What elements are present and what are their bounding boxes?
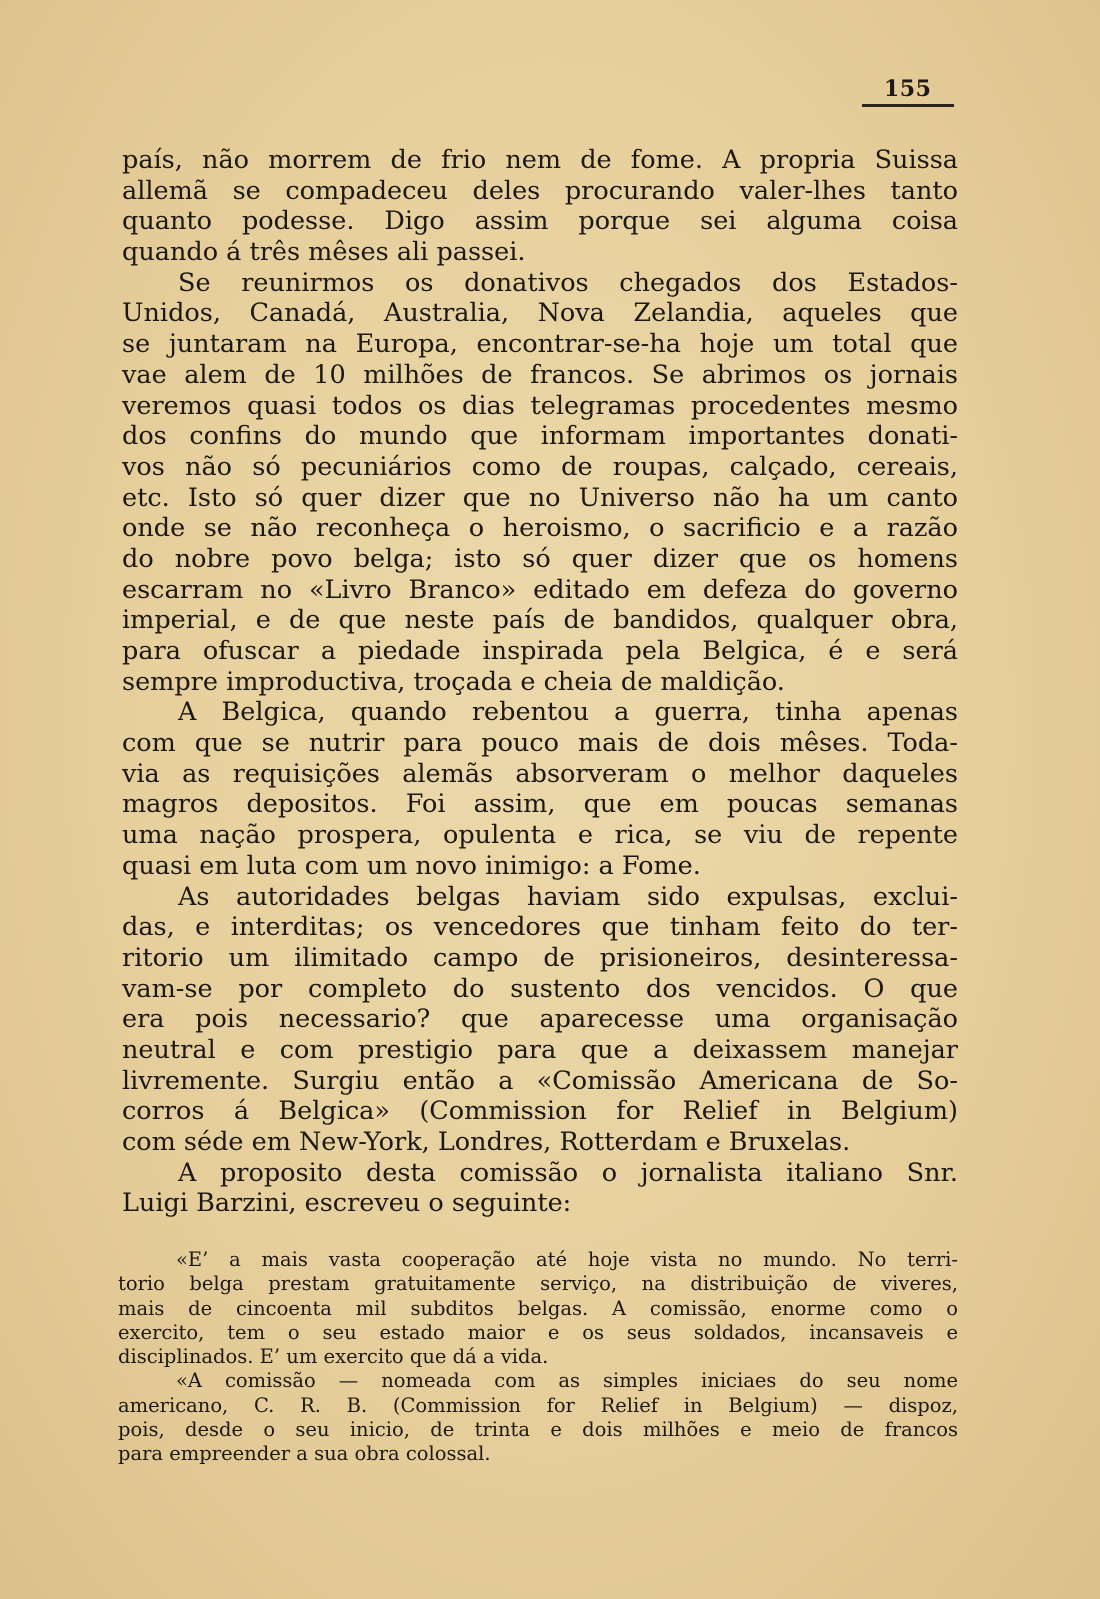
text-line: corros á Belgica» (Commission for Relief in Belgium): [122, 1096, 958, 1127]
text-line: vae alem de 10 milhões de francos. Se abrimos os jornais: [122, 359, 958, 390]
text-line: Luigi Barzini, escreveu o seguinte:: [122, 1188, 572, 1219]
page-number: 155: [884, 76, 932, 102]
quote-line: exercito, tem o seu estado maior e os seus soldados, incansaveis e: [118, 1320, 958, 1344]
text-line: onde se não reconheça o heroismo, o sacrificio e a razão: [122, 513, 958, 544]
text-line: país, não morrem de frio nem de fome. A propria Suissa: [122, 145, 958, 175]
quote-line: pois, desde o seu inicio, de trinta e dois milhões e meio de francos: [118, 1418, 958, 1442]
text-line: quanto podesse. Digo assim porque sei alguma coisa: [122, 206, 958, 237]
text-line: imperial, e de que neste país de bandidos, qualquer obra,: [122, 605, 958, 636]
text-line: magros depositos. Foi assim, que em poucas semanas: [122, 789, 958, 820]
page-number-rule: [862, 104, 954, 107]
text-line: para ofuscar a piedade inspirada pela Belgica, é e será: [122, 636, 958, 666]
text-line: vam-se por completo do sustento dos vencidos. O que: [122, 973, 958, 1004]
text-line: com séde em New-York, Londres, Rotterdam e Bruxelas.: [122, 1127, 851, 1157]
quote-line: torio belga prestam gratuitamente serviço, na distribuição de viveres,: [118, 1272, 958, 1296]
text-line: A proposito desta comissão o jornalista italiano Snr.: [178, 1157, 958, 1188]
text-line: quando á três mêses ali passei.: [122, 237, 526, 268]
quote-line: para empreender a sua obra colossal.: [118, 1442, 491, 1466]
text-line: era pois necessario? que aparecesse uma organisação: [122, 1004, 958, 1035]
text-line: neutral e com prestigio para que a deixassem manejar: [122, 1034, 958, 1065]
text-line: livremente. Surgiu então a «Comissão Americana de So-: [122, 1065, 958, 1096]
quote-line: «A comissão — nomeada com as simples iniciaes do seu nome: [176, 1369, 958, 1393]
text-line: quasi em luta com um novo inimigo: a Fome.: [122, 850, 701, 881]
text-line: uma nação prospera, opulenta e rica, se viu de repente: [122, 820, 958, 851]
text-line: se juntaram na Europa, encontrar-se-ha hoje um total que: [122, 329, 958, 360]
text-line: via as requisições alemãs absorveram o melhor daqueles: [122, 758, 958, 789]
text-line: As autoridades belgas haviam sido expulsas, exclui-: [178, 881, 958, 912]
quote-line: mais de cincoenta mil subditos belgas. A comissão, enorme como o: [118, 1296, 958, 1320]
text-line: A Belgica, quando rebentou a guerra, tinha apenas: [178, 697, 958, 728]
text-line: do nobre povo belga; isto só quer dizer que os homens: [122, 543, 958, 574]
text-line: escarram no «Livro Branco» editado em defeza do governo: [122, 574, 958, 605]
quotation-block: [118, 1248, 958, 1467]
text-line: das, e interditas; os vencedores que tinham feito do ter-: [122, 912, 958, 943]
text-line: vos não só pecuniários como de roupas, calçado, cereais,: [122, 451, 958, 482]
text-line: ritorio um ilimitado campo de prisioneiros, desinteressa-: [122, 942, 958, 973]
text-line: Se reunirmos os donativos chegados dos Estados-: [178, 267, 958, 298]
main-text: [122, 145, 958, 1219]
text-line: veremos quasi todos os dias telegramas procedentes mesmo: [122, 390, 958, 421]
quote-line: «E’ a mais vasta cooperação até hoje vista no mundo. No terri-: [176, 1248, 958, 1271]
text-line: etc. Isto só quer dizer que no Universo não ha um canto: [122, 482, 958, 513]
text-line: com que se nutrir para pouco mais de dois mêses. Toda-: [122, 728, 958, 759]
quote-line: americano, C. R. B. (Commission for Relief in Belgium) — dispoz,: [118, 1393, 958, 1417]
text-line: sempre improductiva, troçada e cheia de maldição.: [122, 666, 785, 697]
text-line: dos confins do mundo que informam importantes donati-: [122, 421, 958, 452]
quote-line: disciplinados. E’ um exercito que dá a vida.: [118, 1345, 549, 1369]
text-line: Unidos, Canadá, Australia, Nova Zelandia, aqueles que: [122, 298, 958, 329]
text-line: allemã se compadeceu deles procurando valer-lhes tanto: [122, 175, 958, 206]
